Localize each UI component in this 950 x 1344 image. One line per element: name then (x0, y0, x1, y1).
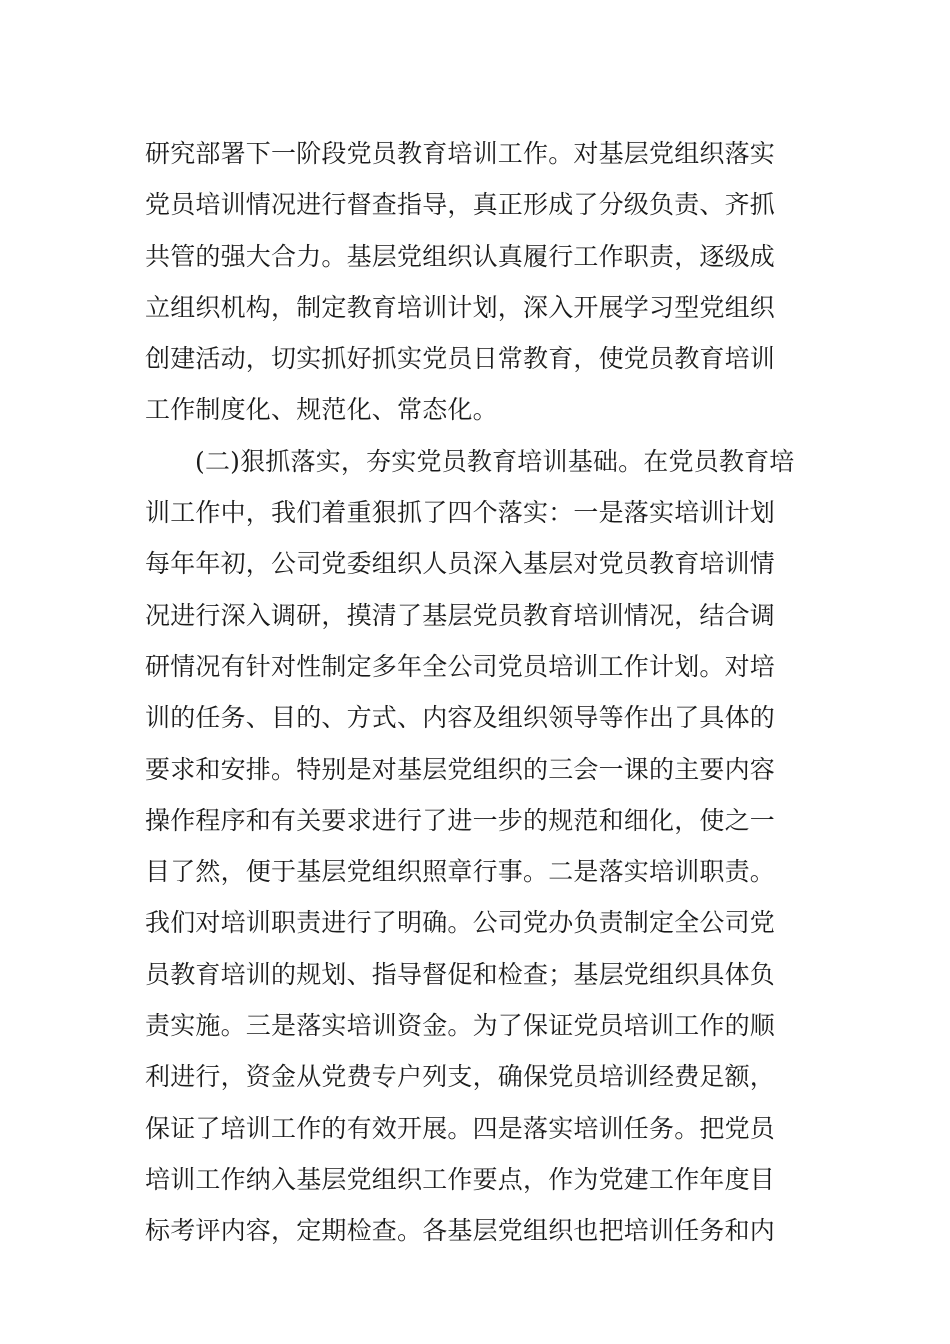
body-text (145, 128, 815, 1257)
text-line: 目了然，便于基层党组织照章行事。二是落实培训职责。 (145, 857, 776, 887)
text-line: 创建活动，切实抓好抓实党员日常教育，使党员教育培训 (145, 344, 776, 374)
text-line: 共管的强大合力。基层党组织认真履行工作职责，逐级成 (145, 241, 776, 271)
text-line: 保证了培训工作的有效开展。四是落实培训任务。把党员 (145, 1113, 776, 1143)
text-line: 责实施。三是落实培训资金。为了保证党员培训工作的顺 (145, 1011, 776, 1041)
text-line: 工作制度化、规范化、常态化。 (145, 395, 498, 425)
text-line: 训工作中，我们着重狠抓了四个落实：一是落实培训计划 (145, 498, 776, 528)
text-line: 要求和安排。特别是对基层党组织的三会一课的主要内容 (145, 754, 776, 784)
text-line: 标考评内容，定期检查。各基层党组织也把培训任务和内 (145, 1216, 776, 1246)
text-line: 况进行深入调研，摸清了基层党员教育培训情况，结合调 (145, 600, 776, 630)
text-line: 研究部署下一阶段党员教育培训工作。对基层党组织落实 (145, 139, 776, 168)
text-line: 我们对培训职责进行了明确。公司党办负责制定全公司党 (145, 908, 776, 938)
text-line: 每年年初，公司党委组织人员深入基层对党员教育培训情 (145, 549, 776, 579)
text-line: 操作程序和有关要求进行了进一步的规范和细化，使之一 (145, 805, 776, 835)
text-line: 立组织机构，制定教育培训计划，深入开展学习型党组织 (145, 292, 776, 322)
section-heading-line: (二)狠抓落实，夯实党员教育培训基础。在党员教育培 (195, 446, 795, 476)
text-line: 培训工作纳入基层党组织工作要点，作为党建工作年度目 (145, 1164, 776, 1194)
text-line: 利进行，资金从党费专户列支，确保党员培训经费足额， (145, 1062, 776, 1092)
text-line: 研情况有针对性制定多年全公司党员培训工作计划。对培 (145, 651, 776, 681)
text-line: 训的任务、目的、方式、内容及组织领导等作出了具体的 (145, 703, 776, 733)
text-line: 党员培训情况进行督查指导，真正形成了分级负责、齐抓 (145, 190, 776, 220)
text-line: 员教育培训的规划、指导督促和检查；基层党组织具体负 (145, 959, 776, 989)
